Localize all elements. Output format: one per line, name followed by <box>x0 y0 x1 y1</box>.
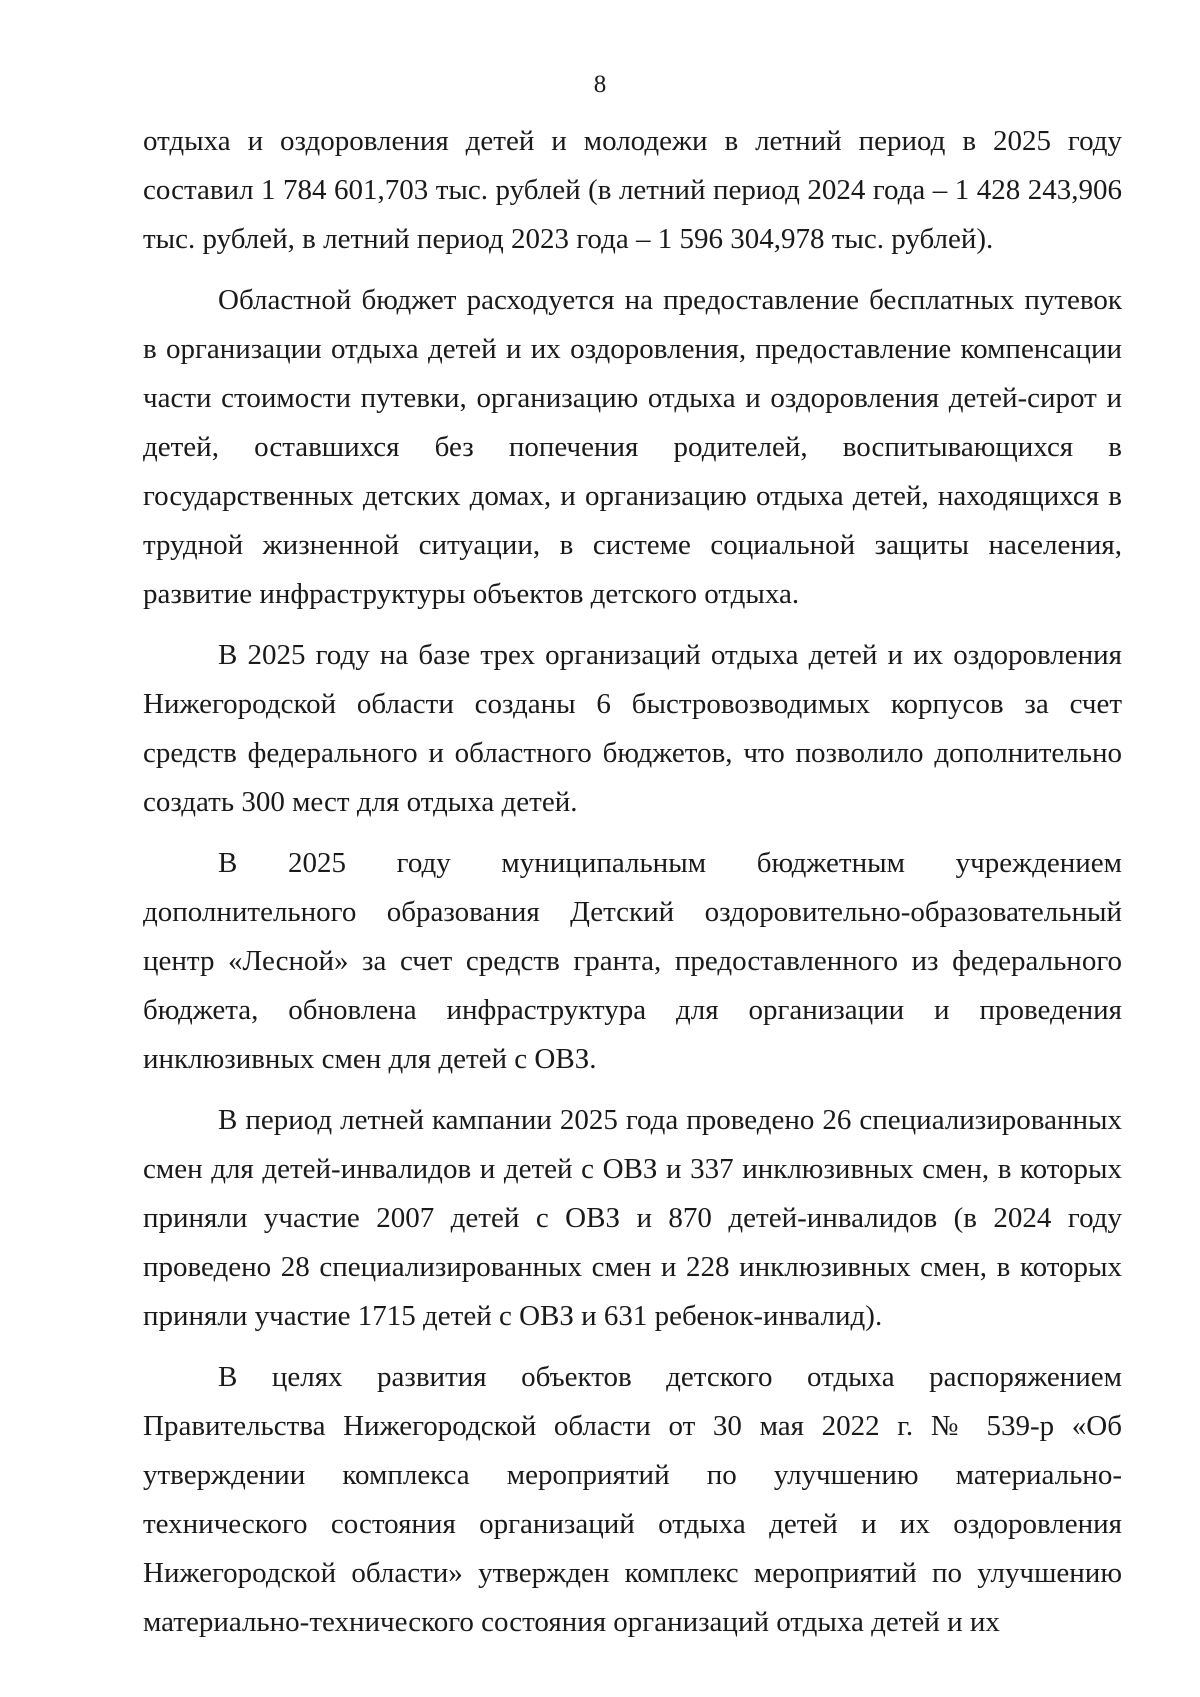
paragraph-budget-continuation: отдыха и оздоровления детей и молодежи в летний период в 2025 году составил 1 784 601,703 тыс. рублей (в летний период 2024 года – 1 428 243,906 тыс. рублей, в летний период 2023 года – 1 596 304,978 тыс. рублей). <box>143 125 1122 255</box>
paragraph-regional-budget: Областной бюджет расходуется на предоставление бесплатных путевок в организации отдыха детей и их оздоровления, предоставление компенсации части стоимости путевки, организацию отдыха и оздоровления детей-сирот и детей, оставшихся без попечения родителей, воспитывающихся в государственных детских домах, и организацию отдыха детей, находящихся в трудной жизненной ситуации, в системе социальной защиты населения, развитие инфраструктуры объектов детского отдыха. <box>143 284 1122 610</box>
paragraph-new-buildings: В 2025 году на базе трех организаций отдыха детей и их оздоровления Нижегородской области созданы 6 быстровозводимых корпусов за счет средств федерального и областного бюджетов, что позволило дополнительно создать 300 мест для отдыха детей. <box>143 639 1122 818</box>
paragraph-lesnoy-center: В 2025 году муниципальным бюджетным учреждением дополнительного образования Детский оздоровительно-образовательный центр «Лесной» за счет средств гранта, предоставленного из федерального бюджета, обновлена инфраструктура для организации и проведения инклюзивных смен для детей с ОВЗ. <box>143 847 1122 1075</box>
page-number: 8 <box>593 71 607 98</box>
paragraph-inclusive-shifts: В период летней кампании 2025 года проведено 26 специализированных смен для детей-инвалидов и детей с ОВЗ и 337 инклюзивных смен, в которых приняли участие 2007 детей с ОВЗ и 870 детей-инвалидов (в 2024 году проведено 28 специализированных смен и 228 инклюзивных смен, в которых приняли участие 1715 детей с ОВЗ и 631 ребенок-инвалид). <box>143 1104 1122 1332</box>
paragraph-government-order: В целях развития объектов детского отдыха распоряжением Правительства Нижегородской области от 30 мая 2022 г. № 539-р «Об утверждении комплекса мероприятий по улучшению материально-технического состояния организаций отдыха детей и их оздоровления Нижегородской области» утвержден комплекс мероприятий по улучшению материально-технического состояния организаций отдыха детей и их <box>143 1361 1122 1638</box>
document-body <box>143 117 1122 1659</box>
